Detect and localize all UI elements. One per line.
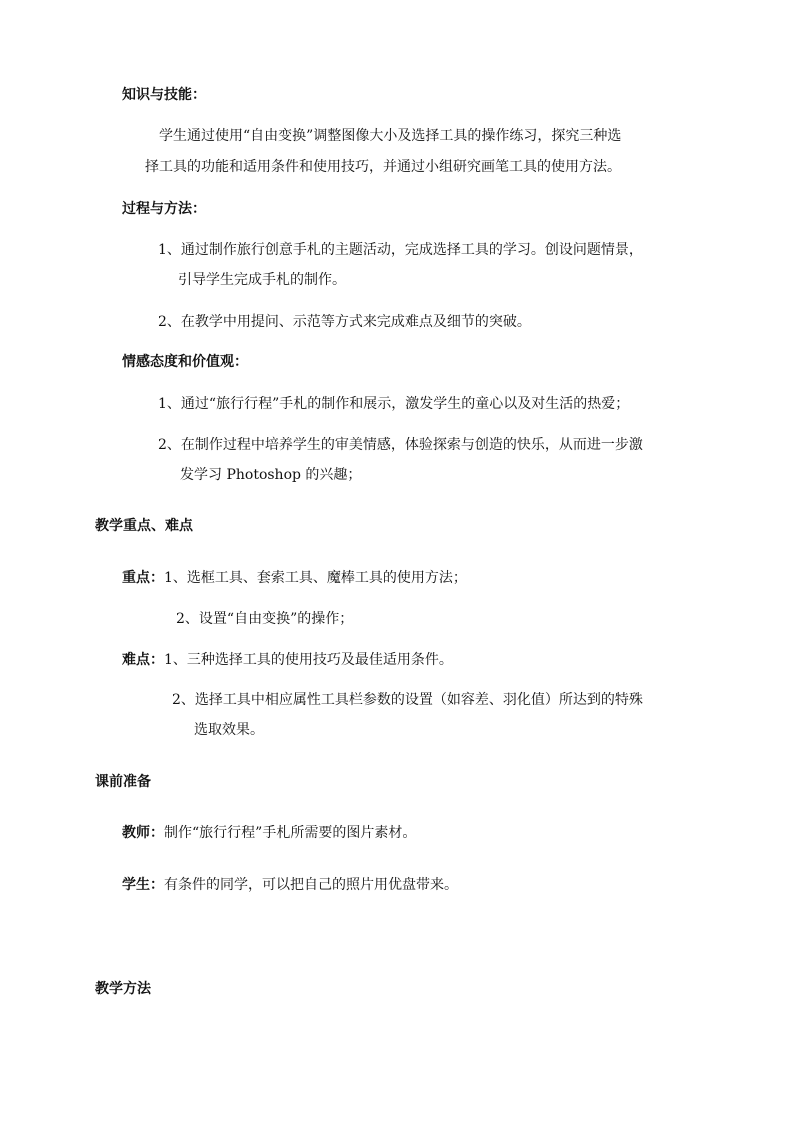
- process-heading: 过程与方法：: [122, 201, 206, 217]
- student-line: [122, 875, 458, 895]
- emotion-item-2-line-2: 发学习 Photoshop 的兴趣；: [180, 467, 362, 483]
- method-heading: 教学方法: [95, 981, 151, 997]
- focus-label: 重点：: [122, 570, 164, 586]
- knowledge-line-2: 择工具的功能和适用条件和使用技巧，并通过小组研究画笔工具的使用方法。: [145, 159, 621, 175]
- teacher-label: 教师：: [122, 825, 164, 841]
- key-points-heading: 教学重点、难点: [95, 518, 193, 534]
- focus-item-1: 1、选框工具、套索工具、魔棒工具的使用方法；: [164, 570, 467, 586]
- focus-line-1: [122, 568, 467, 588]
- process-item-1-line-1: 1、通过制作旅行创意手札的主题活动，完成选择工具的学习。创设问题情景，: [158, 242, 643, 258]
- difficulty-item-2-line-1: 2、选择工具中相应属性工具栏参数的设置（如容差、羽化值）所达到的特殊: [172, 692, 643, 708]
- student-text: 有条件的同学，可以把自己的照片用优盘带来。: [164, 877, 458, 893]
- difficulty-item-2-line-2: 选取效果。: [194, 722, 264, 738]
- knowledge-heading: 知识与技能：: [122, 87, 206, 103]
- emotion-heading: 情感态度和价值观：: [122, 354, 248, 370]
- process-item-1-line-2: 引导学生完成手札的制作。: [178, 272, 346, 288]
- process-item-2: 2、在教学中用提问、示范等方式来完成难点及细节的突破。: [158, 314, 531, 330]
- difficulty-line-1: [122, 650, 453, 670]
- emotion-item-1: 1、通过“旅行行程”手札的制作和展示，激发学生的童心以及对生活的热爱；: [158, 396, 630, 412]
- difficulty-item-1: 1、三种选择工具的使用技巧及最佳适用条件。: [164, 652, 453, 668]
- teacher-text: 制作“旅行行程”手札所需要的图片素材。: [164, 825, 417, 841]
- student-label: 学生：: [122, 877, 164, 893]
- difficulty-label: 难点：: [122, 652, 164, 668]
- knowledge-line-1: 学生通过使用“自由变换”调整图像大小及选择工具的操作练习，探究三种选: [159, 128, 622, 144]
- preparation-heading: 课前准备: [95, 774, 151, 790]
- emotion-item-2-line-1: 2、在制作过程中培养学生的审美情感，体验探索与创造的快乐，从而进一步激: [158, 437, 643, 453]
- focus-item-2: 2、设置“自由变换”的操作；: [176, 611, 354, 627]
- teacher-line: [122, 823, 416, 843]
